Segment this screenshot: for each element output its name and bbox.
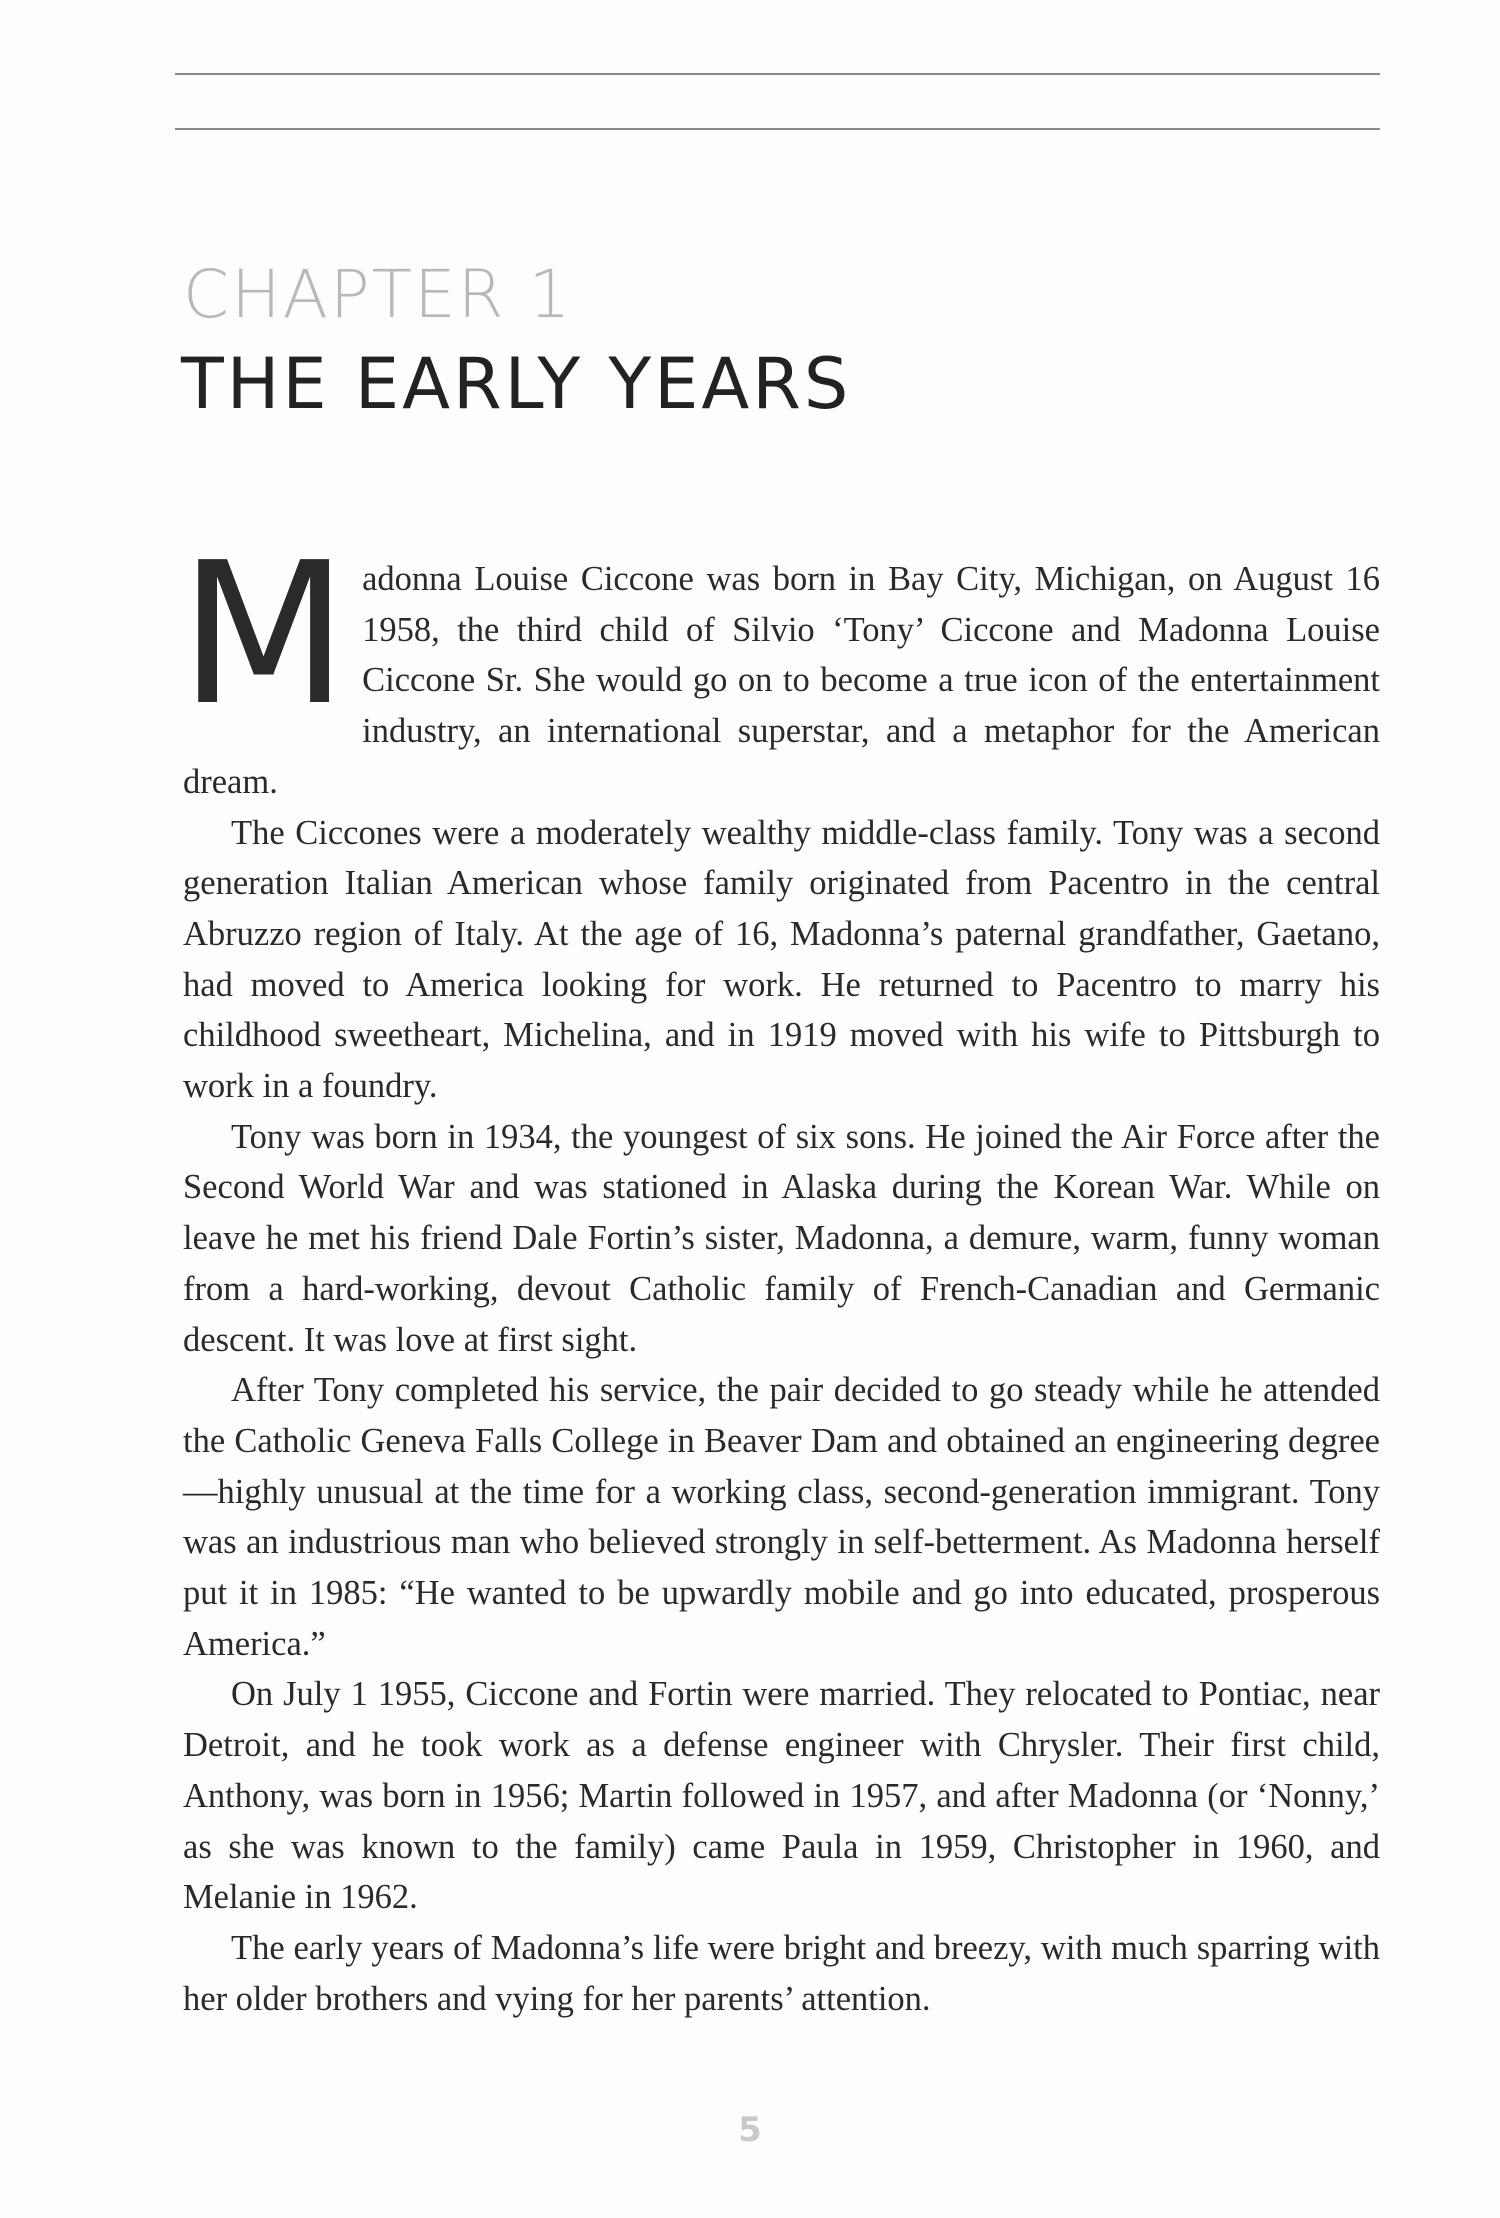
paragraph: After Tony completed his service, the pair decided to go steady while he attended the Catholic Geneva Falls College in Beaver Dam and obtained an engineering degree—highly unusual at the time for a working class, second-generation immigrant. Tony was an industrious man who believed strongly in self-betterment. As Madonna herself put it in 1985: “He wanted to be upwardly mobile and go into educated, prosperous America.” — [183, 1371, 1380, 1663]
paragraph-text: adonna Louise Ciccone was born in Bay City, Michigan, on August 16 1958, the third child of Silvio ‘Tony’ Ciccone and Madonna Louise Ciccone Sr. She would go on to become a true icon of the entertainment industry, an international superstar, and a metaphor for the American dream. — [183, 560, 1380, 801]
paragraph: The early years of Madonna’s life were bright and breezy, with much sparring with her older brothers and vying for her parents’ attention. — [183, 1928, 1380, 2018]
drop-cap: M — [179, 521, 349, 749]
second-rule — [175, 128, 1380, 130]
body-text — [179, 521, 1380, 2024]
paragraph: The Ciccones were a moderately wealthy middle-class family. Tony was a second generation Italian American whose family originated from Pacentro in the central Abruzzo region of Italy. At the age of 16, Madonna’s paternal grandfather, Gaetano, had moved to America looking for work. He returned to Pacentro to marry his childhood sweetheart, Michelina, and in 1919 moved with his wife to Pittsburgh to work in a foundry. — [183, 813, 1380, 1106]
paragraph: Tony was born in 1934, the youngest of six sons. He joined the Air Force after the Second World War and was stationed in Alaska during the Korean War. While on leave he met his friend Dale Fortin’s sister, Madonna, a demure, warm, funny woman from a hard-working, devout Catholic family of French-Canadian and Germanic descent. It was love at first sight. — [183, 1117, 1380, 1359]
chapter-label: CHAPTER 1 — [183, 256, 573, 333]
paragraph: On July 1 1955, Ciccone and Fortin were married. They relocated to Pontiac, near Detroit, and he took work as a defense engineer with Chrysler. Their first child, Anthony, was born in 1956; Martin followed in 1957, and after Madonna (or ‘Nonny,’ as she was known to the family) came Paula in 1959, Christopher in 1960, and Melanie in 1962. — [183, 1675, 1380, 1917]
chapter-title: THE EARLY YEARS — [181, 343, 852, 425]
paragraph — [179, 521, 1380, 808]
page-number: 5 — [738, 2110, 762, 2150]
top-rule — [175, 73, 1380, 75]
